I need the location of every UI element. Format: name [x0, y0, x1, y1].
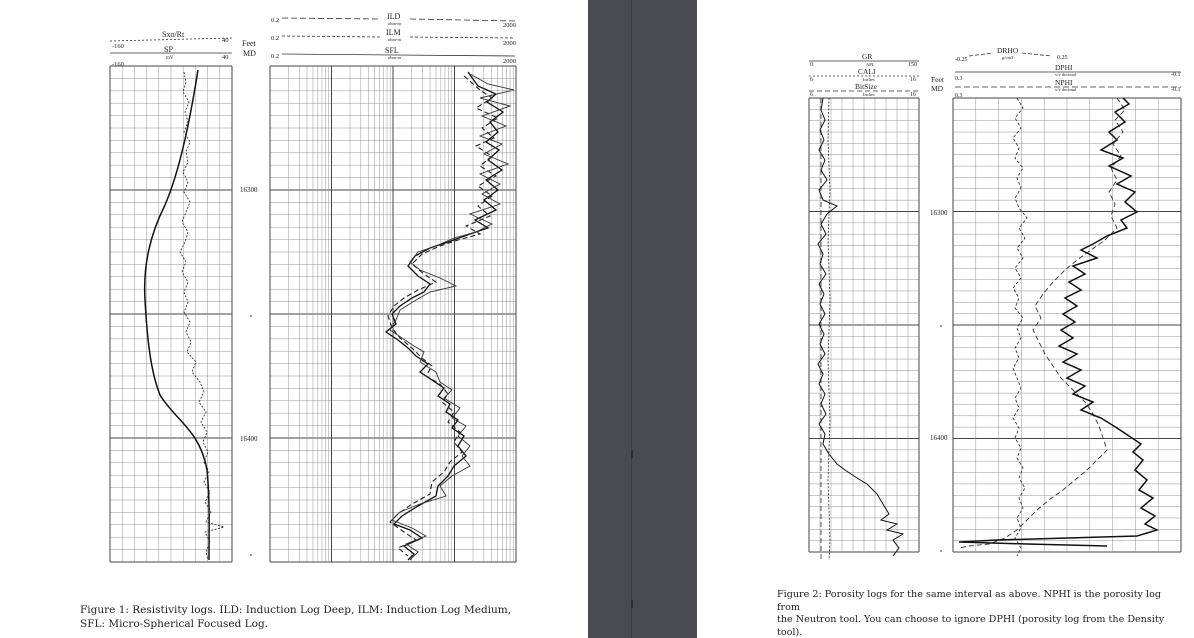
sp-unit: mV	[166, 56, 174, 61]
track1-header	[809, 52, 919, 98]
gr-unit: API	[866, 62, 874, 67]
sxo-scale-max: 40	[222, 37, 229, 44]
ilm-max: 2000	[503, 40, 516, 47]
depth-md-label: MD	[243, 49, 256, 58]
drho-min: -0.25	[955, 57, 968, 63]
cali-min: 6	[810, 77, 813, 83]
dphi-label: DPHI	[1055, 63, 1073, 72]
ild-max: 2000	[503, 22, 516, 29]
dphi-curve	[959, 98, 1125, 548]
sfl-min: 0.2	[271, 53, 280, 60]
nphi-curve	[959, 98, 1157, 546]
gr-max: 150	[908, 62, 917, 68]
figure-1-resistivity-logs	[0, 0, 588, 638]
figure-2-porosity-logs	[697, 0, 1194, 638]
cali-unit: Inches	[863, 77, 875, 82]
sp-scale-min: -160	[112, 61, 124, 68]
depth-unit-label: Feet	[242, 39, 256, 48]
dphi-min: 0.3	[955, 76, 963, 82]
ild-label: ILD	[387, 12, 401, 21]
sfl-unit: ohm-m	[388, 55, 401, 60]
sfl-max: 2000	[503, 58, 516, 65]
bitsize-min: 6	[810, 92, 813, 98]
bitsize-label: BitSize	[855, 82, 878, 91]
document-page-right	[697, 0, 1194, 638]
track2-header	[955, 46, 1181, 99]
gutter-tick	[631, 450, 633, 458]
caption-line-3: tool).	[777, 626, 803, 638]
gr-curve	[818, 98, 903, 556]
gr-min: 0	[810, 62, 813, 68]
track1-header	[110, 30, 232, 68]
sp-scale-max: 40	[222, 54, 229, 61]
sp-label: SP	[164, 45, 173, 54]
sxo-rt-curve	[145, 70, 209, 560]
track2-grid	[270, 66, 516, 562]
depth-mark-16400: 16400	[240, 435, 258, 443]
drho-unit: g/cm3	[1002, 55, 1014, 60]
gutter-divider	[631, 0, 632, 638]
gr-label: GR	[862, 52, 873, 61]
cali-curve	[828, 98, 830, 560]
sxo-rt-label: Sxo/Rt	[162, 30, 185, 39]
dphi-max: -0.1	[1171, 72, 1181, 78]
ild-unit: ohm-m	[388, 21, 401, 26]
ilm-label: ILM	[386, 28, 401, 37]
document-page-left	[0, 0, 588, 638]
figure-2-caption	[777, 589, 1172, 638]
depth-mark-16300: 16300	[930, 209, 948, 217]
page-gutter	[588, 0, 697, 638]
nphi-label: NPHI	[1055, 78, 1073, 87]
caption-line-2: SFL: Micro-Spherical Focused Log.	[80, 618, 269, 630]
figure-1-caption	[80, 603, 540, 631]
ild-min: 0.2	[271, 17, 280, 24]
nphi-unit: v/v decimal	[1055, 87, 1077, 92]
caption-line-2: the Neutron tool. You can choose to ignore DPHI (porosity log from the Density	[777, 614, 1165, 625]
depth-unit-label: Feet	[931, 75, 944, 84]
dphi-unit: v/v decimal	[1055, 72, 1077, 77]
drho-max: 0.25	[1057, 55, 1068, 61]
gutter-tick	[631, 600, 633, 608]
caption-line-1: Figure 1: Resistivity logs. ILD: Induction Log Deep, ILM: Induction Log Medium,	[80, 604, 512, 616]
cali-label: CALI	[858, 67, 876, 76]
ilm-unit: ohm-m	[388, 37, 401, 42]
track1-grid	[809, 98, 919, 552]
drho-curve	[1013, 98, 1027, 556]
depth-md-label: MD	[931, 84, 944, 93]
nphi-min: 0.3	[955, 93, 963, 99]
sfl-curve	[390, 74, 514, 560]
track2-grid	[953, 98, 1181, 552]
depth-mark-16300: 16300	[240, 186, 258, 194]
track1-grid	[110, 66, 232, 562]
bitsize-unit: Inches	[863, 92, 875, 97]
cali-max: 16	[910, 77, 916, 83]
depth-mark-16400: 16400	[930, 434, 948, 442]
sfl-label: SFL	[385, 46, 399, 55]
sp-curve	[180, 72, 224, 560]
drho-label: DRHO	[997, 46, 1019, 55]
sxo-scale-min: -160	[112, 43, 124, 50]
nphi-max: -0.1	[1171, 87, 1181, 93]
ilm-min: 0.2	[271, 35, 280, 42]
track2-header	[271, 12, 516, 65]
caption-line-1: Figure 2: Porosity logs for the same interval as above. NPHI is the porosity log from	[777, 589, 1162, 613]
bitsize-max: 16	[910, 92, 916, 98]
ild-curve	[386, 72, 503, 560]
